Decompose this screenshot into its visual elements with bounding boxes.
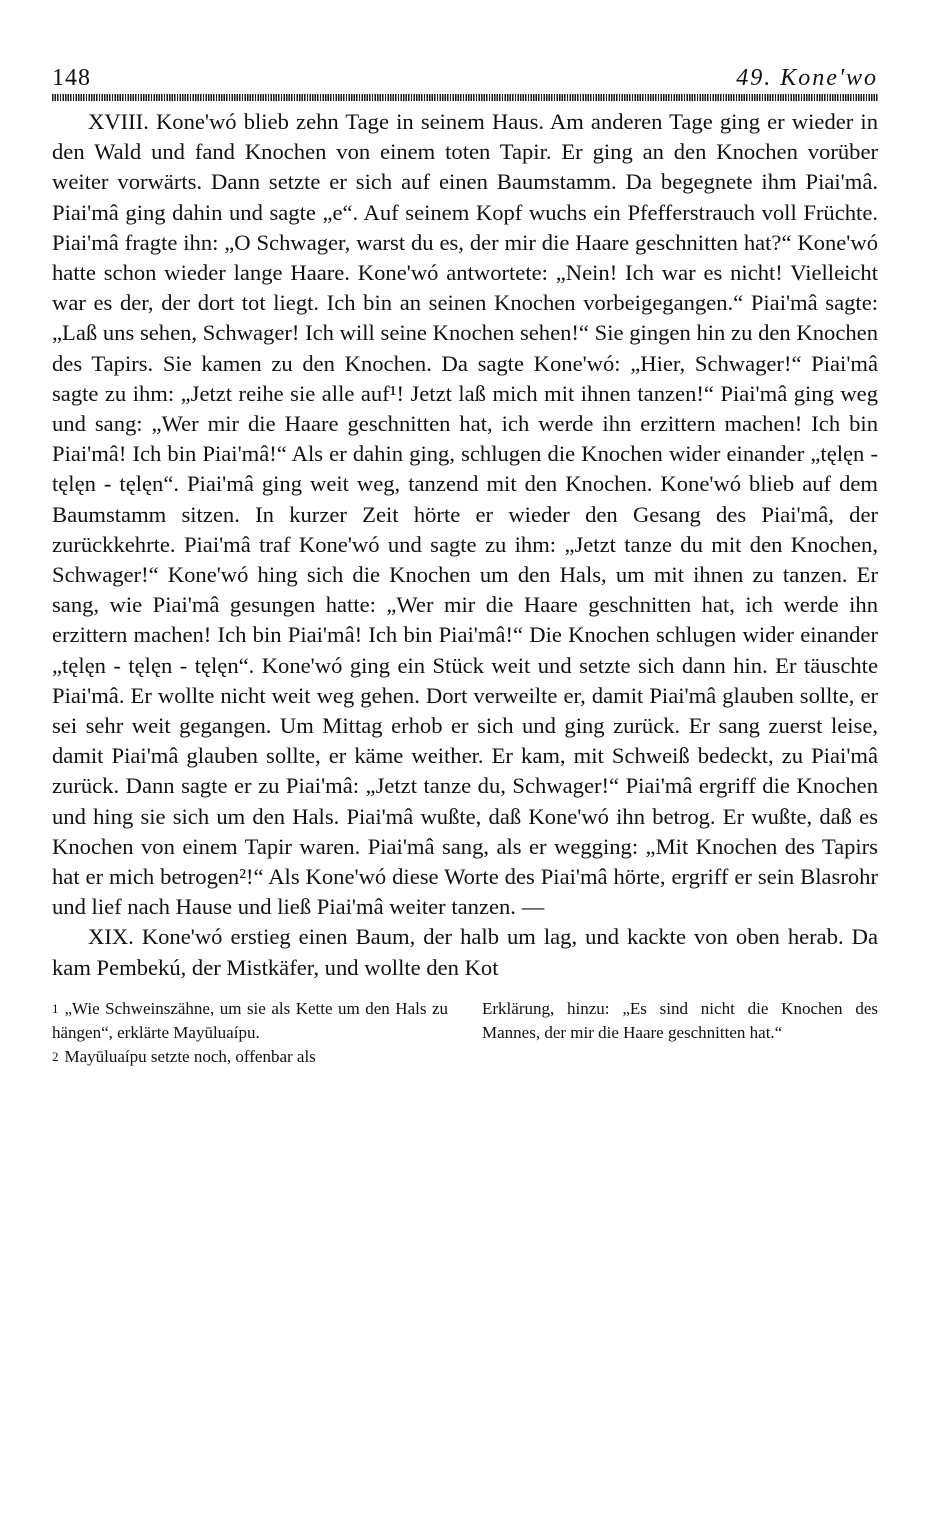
paragraph-xix: XIX. Kone'wó erstieg einen Baum, der halb um lag, und kackte von oben herab. Da kam Pembekú, der Mistkäfer, und wollte den Kot: [52, 924, 878, 980]
running-title: 49. Kone'wo: [736, 65, 878, 91]
footnote-1-mark: 1: [52, 1000, 59, 1016]
footnote-2-continuation: Erklärung, hinzu: „Es sind nicht die Knochen des Mannes, der mir die Haare geschnitten hat.“: [482, 998, 878, 1042]
footnote-column-right: [482, 997, 878, 1069]
footnote-column-left: [52, 997, 448, 1069]
footnote-2: [52, 1045, 448, 1069]
paragraph-xviii: XVIII. Kone'wó blieb zehn Tage in seinem Haus. Am anderen Tage ging er wieder in den Wald und fand Knochen von einem toten Tapir. Er ging an den Knochen vorüber weiter vorwärts. Dann setzte er sich auf einen Baumstamm. Da begegnete ihm Piai'mâ. Piai'mâ ging dahin und sagte „e“. Auf seinem Kopf wuchs ein Pfefferstrauch voll Früchte. Piai'mâ fragte ihn: „O Schwager, warst du es, der mir die Haare geschnitten hat?“ Kone'wó hatte schon wieder lange Haare. Kone'wó antwortete: „Nein! Ich war es nicht! Vielleicht war es der, der dort tot liegt. Ich bin an seinen Knochen vorbeigegangen.“ Piai'mâ sagte: „Laß uns sehen, Schwager! Ich will seine Knochen sehen!“ Sie gingen hin zu den Knochen des Tapirs. Sie kamen zu den Knochen. Da sagte Kone'wó: „Hier, Schwager!“ Piai'mâ sagte zu ihm: „Jetzt reihe sie alle auf¹! Jetzt laß mich mit ihnen tanzen!“ Piai'mâ ging weg und sang: „Wer mir die Haare geschnitten hat, ich werde ihn erzittern machen! Ich bin Piai'mâ! Ich bin Piai'mâ!“ Als er dahin ging, schlugen die Knochen wider einander „tęlęn - tęlęn - tęlęn“. Piai'mâ ging weit weg, tanzend mit den Knochen. Kone'wó blieb auf dem Baumstamm sitzen. In kurzer Zeit hörte er wieder den Gesang des Piai'mâ, der zurückkehrte. Piai'mâ traf Kone'wó und sagte zu ihm: „Jetzt tanze du mit den Knochen, Schwager!“ Kone'wó hing sich die Knochen um den Hals, um mit ihnen zu tanzen. Er sang, wie Piai'mâ gesungen hatte: „Wer mir die Haare geschnitten hat, ich werde ihn erzittern machen! Ich bin Piai'mâ! Ich bin Piai'mâ!“ Die Knochen schlugen wider einander „tęlęn - tęlęn - tęlęn“. Kone'wó ging ein Stück weit und setzte sich dann hin. Er täuschte Piai'mâ. Er wollte nicht weit weg gehen. Dort verweilte er, damit Piai'mâ glauben sollte, er sei sehr weit gegangen. Um Mittag erhob er sich und ging zurück. Er sang zuerst leise, damit Piai'mâ glauben sollte, er käme weither. Er kam, mit Schweiß bedeckt, zu Piai'mâ zurück. Dann sagte er zu Piai'mâ: „Jetzt tanze du, Schwager!“ Piai'mâ ergriff die Knochen und hing sie sich um den Hals. Piai'mâ wußte, daß Kone'wó ihn betrog. Er wußte, daß es Knochen von einem Tapir waren. Piai'mâ sang, als er wegging: „Mit Knochen des Tapirs hat er mich betrogen²!“ Als Kone'wó diese Worte des Piai'mâ hörte, ergriff er sein Blasrohr und lief nach Hause und ließ Piai'mâ weiter tanzen. —: [52, 109, 878, 920]
running-head: [52, 58, 878, 92]
body-text: [52, 107, 878, 983]
footnote-2-text-start: Mayūluaípu setzte noch, offenbar als: [64, 1046, 316, 1066]
header-rule: [52, 94, 878, 101]
page-number: 148: [52, 65, 91, 91]
footnote-2-mark: 2: [52, 1048, 59, 1064]
footnote-1: [52, 997, 448, 1045]
footnotes: [52, 997, 878, 1069]
footnote-1-text: „Wie Schweinszähne, um sie als Kette um den Hals zu hängen“, erklärte Mayūluaípu.: [52, 998, 448, 1042]
